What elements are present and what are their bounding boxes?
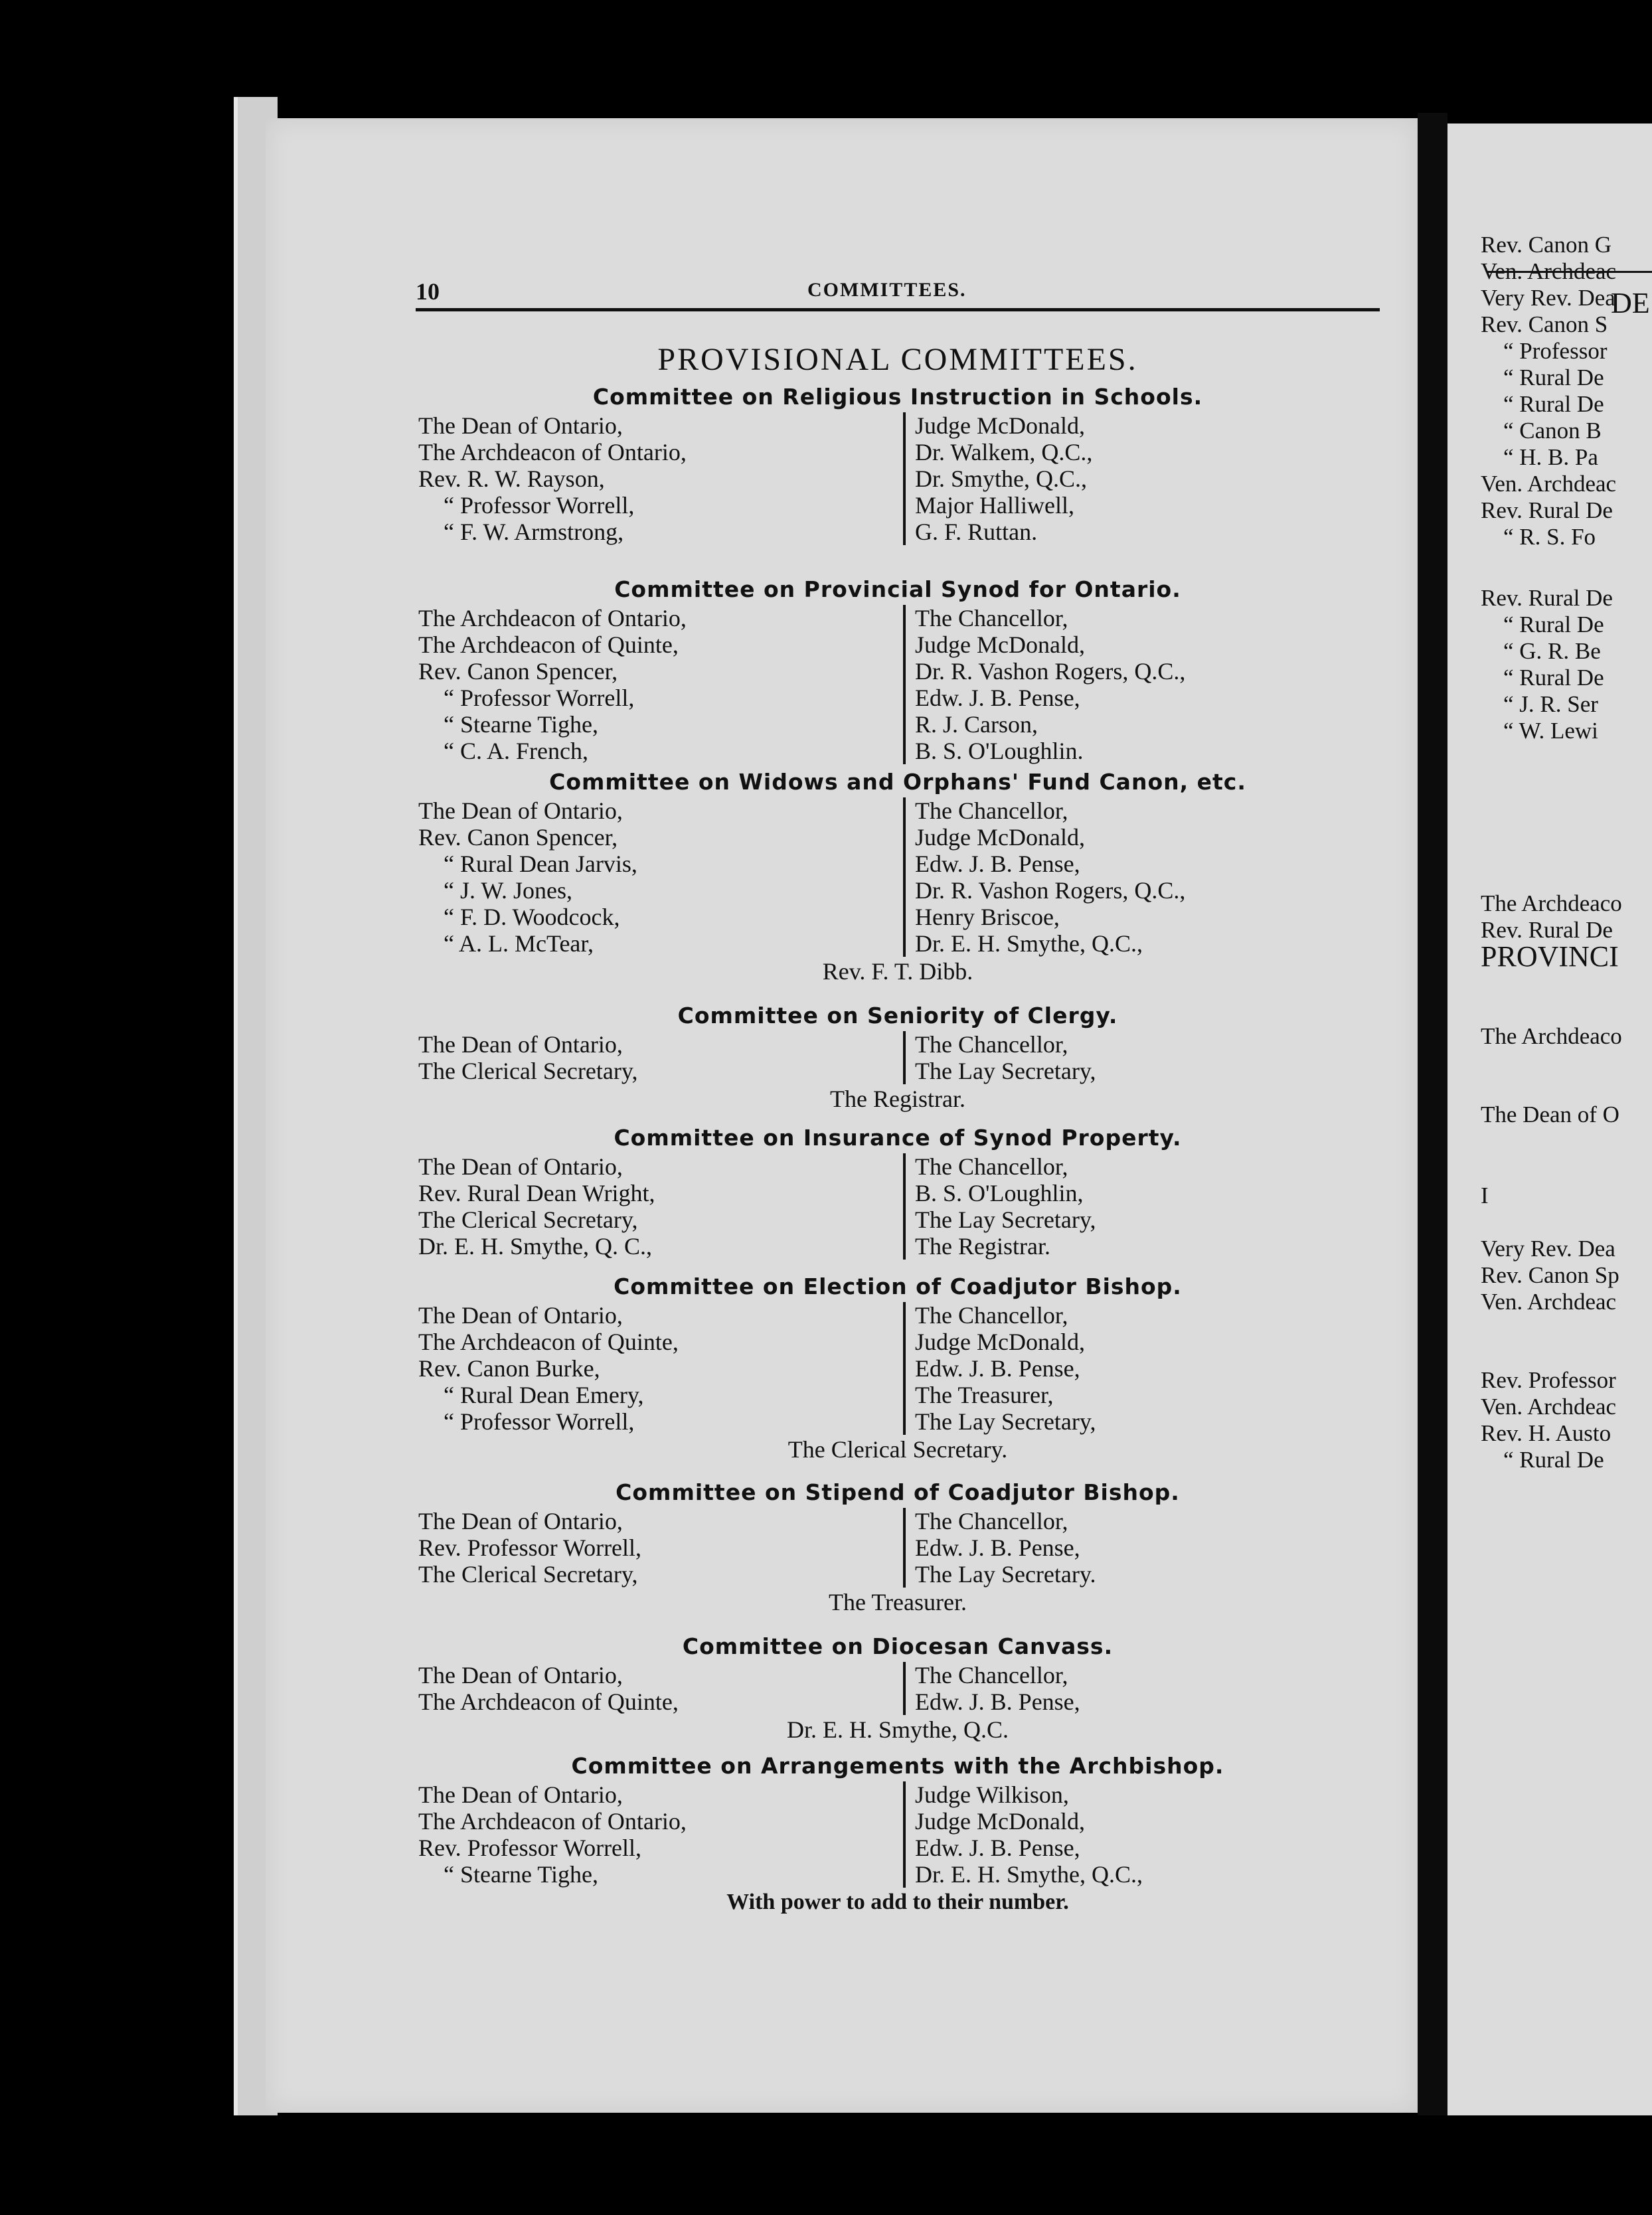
member-name: “ J. W. Jones, bbox=[444, 877, 573, 904]
member-name: Judge McDonald, bbox=[915, 1808, 1085, 1835]
member-name: The Lay Secretary, bbox=[915, 1408, 1096, 1435]
member-columns bbox=[416, 1302, 1380, 1435]
right-page-line: “ Rural De bbox=[1503, 1447, 1604, 1473]
member-name: The Chancellor, bbox=[915, 1153, 1068, 1180]
member-name: Edw. J. B. Pense, bbox=[915, 1355, 1080, 1382]
member-name: Major Halliwell, bbox=[915, 492, 1074, 519]
committee-section bbox=[416, 1125, 1380, 1260]
right-page-line: Very Rev. Dea bbox=[1481, 1236, 1615, 1262]
member-name: “ Professor Worrell, bbox=[444, 492, 635, 519]
member-name: Dr. Walkem, Q.C., bbox=[915, 439, 1093, 465]
member-name: The Dean of Ontario, bbox=[418, 1302, 623, 1329]
member-name: The Archdeacon of Ontario, bbox=[418, 1808, 687, 1835]
member-name: “ A. L. McTear, bbox=[444, 930, 594, 957]
member-name: The Chancellor, bbox=[915, 1508, 1068, 1534]
member-name: “ F. D. Woodcock, bbox=[444, 904, 620, 930]
member-columns bbox=[416, 1508, 1380, 1588]
committee-heading: Committee on Diocesan Canvass. bbox=[682, 1633, 1114, 1659]
committee-footer: Rev. F. T. Dibb. bbox=[822, 958, 973, 985]
committee-heading: Committee on Arrangements with the Archbishop. bbox=[571, 1753, 1224, 1779]
member-name: R. J. Carson, bbox=[915, 711, 1038, 738]
right-page-line: “ Professor bbox=[1503, 338, 1608, 364]
right-page-line: The Archdeaco bbox=[1481, 890, 1622, 916]
committee-section bbox=[416, 1003, 1380, 1112]
member-columns bbox=[416, 1781, 1380, 1888]
members-right-column bbox=[903, 1662, 1080, 1715]
member-name: Edw. J. B. Pense, bbox=[915, 1688, 1080, 1715]
right-page-line: “ J. R. Ser bbox=[1503, 691, 1598, 717]
committee-footer: The Clerical Secretary. bbox=[787, 1436, 1008, 1463]
member-name: Dr. E. H. Smythe, Q. C., bbox=[418, 1233, 653, 1260]
right-page-line: Rev. Rural De bbox=[1481, 917, 1613, 943]
member-columns bbox=[416, 1662, 1380, 1715]
members-left-column bbox=[416, 797, 903, 957]
right-page-line: “ Rural De bbox=[1503, 612, 1604, 637]
member-name: The Dean of Ontario, bbox=[418, 1508, 623, 1534]
right-page-line: “ G. R. Be bbox=[1503, 638, 1601, 664]
committee-heading: Committee on Insurance of Synod Property. bbox=[614, 1125, 1182, 1151]
right-page-line: “ R. S. Fo bbox=[1503, 524, 1596, 550]
right-page-line: “ W. Lewi bbox=[1503, 718, 1598, 744]
member-name: The Archdeacon of Ontario, bbox=[418, 439, 687, 465]
member-name: Rev. Professor Worrell, bbox=[418, 1534, 642, 1561]
member-name: The Archdeacon of Quinte, bbox=[418, 1688, 679, 1715]
member-name: The Registrar. bbox=[915, 1233, 1050, 1260]
member-name: Judge McDonald, bbox=[915, 824, 1085, 851]
right-page-line: Ven. Archdeac bbox=[1481, 258, 1617, 284]
right-page-line: “ H. B. Pa bbox=[1503, 444, 1598, 470]
member-name: Rev. Canon Spencer, bbox=[418, 824, 618, 851]
member-name: Henry Briscoe, bbox=[915, 904, 1060, 930]
members-left-column bbox=[416, 1781, 903, 1888]
member-name: The Dean of Ontario, bbox=[418, 797, 623, 824]
member-name: Edw. J. B. Pense, bbox=[915, 1835, 1080, 1861]
member-name: Judge McDonald, bbox=[915, 1329, 1085, 1355]
member-name: The Lay Secretary, bbox=[915, 1058, 1096, 1084]
right-page-line: Rev. Canon S bbox=[1481, 311, 1608, 337]
member-name: The Dean of Ontario, bbox=[418, 412, 623, 439]
committee-heading: Committee on Election of Coadjutor Bishop. bbox=[614, 1273, 1182, 1299]
member-name: The Archdeacon of Quinte, bbox=[418, 631, 679, 658]
member-name: The Archdeacon of Ontario, bbox=[418, 605, 687, 631]
members-right-column bbox=[903, 1302, 1096, 1435]
member-name: The Treasurer, bbox=[915, 1382, 1054, 1408]
committee-section bbox=[416, 1273, 1380, 1463]
committee-section bbox=[416, 576, 1380, 764]
member-name: “ Stearne Tighe, bbox=[444, 711, 598, 738]
member-columns bbox=[416, 797, 1380, 957]
member-name: B. S. O'Loughlin. bbox=[915, 738, 1084, 764]
member-name: The Dean of Ontario, bbox=[418, 1662, 623, 1688]
member-name: The Lay Secretary. bbox=[915, 1561, 1096, 1588]
member-name: “ C. A. French, bbox=[444, 738, 588, 764]
members-left-column bbox=[416, 1302, 903, 1435]
member-name: The Chancellor, bbox=[915, 605, 1068, 631]
page-header bbox=[416, 278, 1380, 304]
member-name: Rev. Rural Dean Wright, bbox=[418, 1180, 655, 1206]
members-left-column bbox=[416, 605, 903, 764]
right-page-line: Rev. Canon G bbox=[1481, 232, 1612, 258]
member-name: Judge Wilkison, bbox=[915, 1781, 1069, 1808]
right-page-line: Very Rev. Dea bbox=[1481, 285, 1615, 311]
member-name: “ Rural Dean Jarvis, bbox=[444, 851, 637, 877]
member-name: The Lay Secretary, bbox=[915, 1206, 1096, 1233]
members-right-column bbox=[903, 1508, 1096, 1588]
member-name: Dr. R. Vashon Rogers, Q.C., bbox=[915, 658, 1186, 685]
member-name: The Chancellor, bbox=[915, 1302, 1068, 1329]
member-name: G. F. Ruttan. bbox=[915, 519, 1038, 545]
members-left-column bbox=[416, 1153, 903, 1260]
member-name: The Chancellor, bbox=[915, 1662, 1068, 1688]
right-page-line: Rev. Professor bbox=[1481, 1367, 1616, 1393]
member-name: Dr. R. Vashon Rogers, Q.C., bbox=[915, 877, 1186, 904]
right-page-line: Ven. Archdeac bbox=[1481, 471, 1617, 497]
member-name: “ Rural Dean Emery, bbox=[444, 1382, 644, 1408]
committee-footer: Dr. E. H. Smythe, Q.C. bbox=[786, 1716, 1009, 1743]
member-name: “ Professor Worrell, bbox=[444, 685, 635, 711]
committee-heading: Committee on Religious Instruction in Schools. bbox=[592, 384, 1203, 410]
right-page-line: “ Canon B bbox=[1503, 418, 1602, 444]
member-columns bbox=[416, 1031, 1380, 1084]
right-page-line: Rev. Rural De bbox=[1481, 585, 1613, 611]
right-page-heading: DE bbox=[1611, 287, 1650, 319]
member-columns bbox=[416, 412, 1380, 545]
member-name: The Chancellor, bbox=[915, 797, 1068, 824]
members-left-column bbox=[416, 1508, 903, 1588]
member-name: The Chancellor, bbox=[915, 1031, 1068, 1058]
members-right-column bbox=[903, 412, 1092, 545]
right-page-line: Ven. Archdeac bbox=[1481, 1289, 1617, 1315]
page-title: PROVISIONAL COMMITTEES. bbox=[657, 342, 1138, 377]
member-name: “ Stearne Tighe, bbox=[444, 1861, 598, 1888]
right-page-line: “ Rural De bbox=[1503, 665, 1604, 691]
members-left-column bbox=[416, 412, 903, 545]
committee-heading: Committee on Widows and Orphans' Fund Canon, etc. bbox=[549, 769, 1246, 795]
member-name: The Dean of Ontario, bbox=[418, 1781, 623, 1808]
right-page-line: “ Rural De bbox=[1503, 365, 1604, 390]
right-page-line: Rev. H. Austo bbox=[1481, 1420, 1611, 1446]
member-name: “ Professor Worrell, bbox=[444, 1408, 635, 1435]
page-number: 10 bbox=[416, 278, 440, 305]
member-name: The Clerical Secretary, bbox=[418, 1206, 638, 1233]
member-columns bbox=[416, 1153, 1380, 1260]
right-page-line: Rev. Canon Sp bbox=[1481, 1262, 1619, 1288]
committee-footer: With power to add to their number. bbox=[726, 1890, 1069, 1914]
members-right-column bbox=[903, 1153, 1096, 1260]
member-name: Rev. Professor Worrell, bbox=[418, 1835, 642, 1861]
members-right-column bbox=[903, 797, 1185, 957]
member-name: The Archdeacon of Quinte, bbox=[418, 1329, 679, 1355]
right-page-line: I bbox=[1481, 1183, 1489, 1208]
members-left-column bbox=[416, 1662, 903, 1715]
book-gutter bbox=[1418, 113, 1447, 2115]
member-name: The Clerical Secretary, bbox=[418, 1058, 638, 1084]
member-name: The Clerical Secretary, bbox=[418, 1561, 638, 1588]
member-name: Edw. J. B. Pense, bbox=[915, 851, 1080, 877]
committee-section bbox=[416, 384, 1380, 545]
member-name: Judge McDonald, bbox=[915, 631, 1085, 658]
right-page-line: “ Rural De bbox=[1503, 391, 1604, 417]
committee-section bbox=[416, 1479, 1380, 1615]
members-right-column bbox=[903, 1781, 1143, 1888]
committee-heading: Committee on Provincial Synod for Ontario. bbox=[614, 576, 1181, 602]
member-name: Dr. E. H. Smythe, Q.C., bbox=[915, 930, 1143, 957]
members-right-column bbox=[903, 605, 1185, 764]
header-rule bbox=[416, 308, 1380, 311]
member-name: Edw. J. B. Pense, bbox=[915, 685, 1080, 711]
member-name: Rev. R. W. Rayson, bbox=[418, 465, 605, 492]
right-page-line: The Dean of O bbox=[1481, 1102, 1619, 1127]
member-name: Edw. J. B. Pense, bbox=[915, 1534, 1080, 1561]
committee-section bbox=[416, 769, 1380, 985]
member-name: Dr. E. H. Smythe, Q.C., bbox=[915, 1861, 1143, 1888]
committee-heading: Committee on Seniority of Clergy. bbox=[677, 1003, 1118, 1028]
members-right-column bbox=[903, 1031, 1096, 1084]
committee-footer: The Treasurer. bbox=[829, 1589, 967, 1615]
right-page-line: PROVINCI bbox=[1481, 940, 1619, 973]
members-left-column bbox=[416, 1031, 903, 1084]
right-page bbox=[1447, 123, 1652, 2115]
member-name: The Dean of Ontario, bbox=[418, 1153, 623, 1180]
member-name: “ F. W. Armstrong, bbox=[444, 519, 624, 545]
running-title: COMMITTEES. bbox=[807, 279, 967, 301]
member-name: Dr. Smythe, Q.C., bbox=[915, 465, 1088, 492]
member-name: B. S. O'Loughlin, bbox=[915, 1180, 1084, 1206]
committee-footer: The Registrar. bbox=[830, 1086, 965, 1112]
member-name: Rev. Canon Burke, bbox=[418, 1355, 600, 1382]
member-columns bbox=[416, 605, 1380, 764]
right-page-line: Ven. Archdeac bbox=[1481, 1394, 1617, 1420]
right-page-line: The Archdeaco bbox=[1481, 1023, 1622, 1049]
committee-section bbox=[416, 1753, 1380, 1916]
committee-heading: Committee on Stipend of Coadjutor Bishop. bbox=[616, 1479, 1180, 1505]
member-name: The Dean of Ontario, bbox=[418, 1031, 623, 1058]
right-page-line: Rev. Rural De bbox=[1481, 497, 1613, 523]
committee-section bbox=[416, 1633, 1380, 1743]
member-name: Rev. Canon Spencer, bbox=[418, 658, 618, 685]
member-name: Judge McDonald, bbox=[915, 412, 1085, 439]
